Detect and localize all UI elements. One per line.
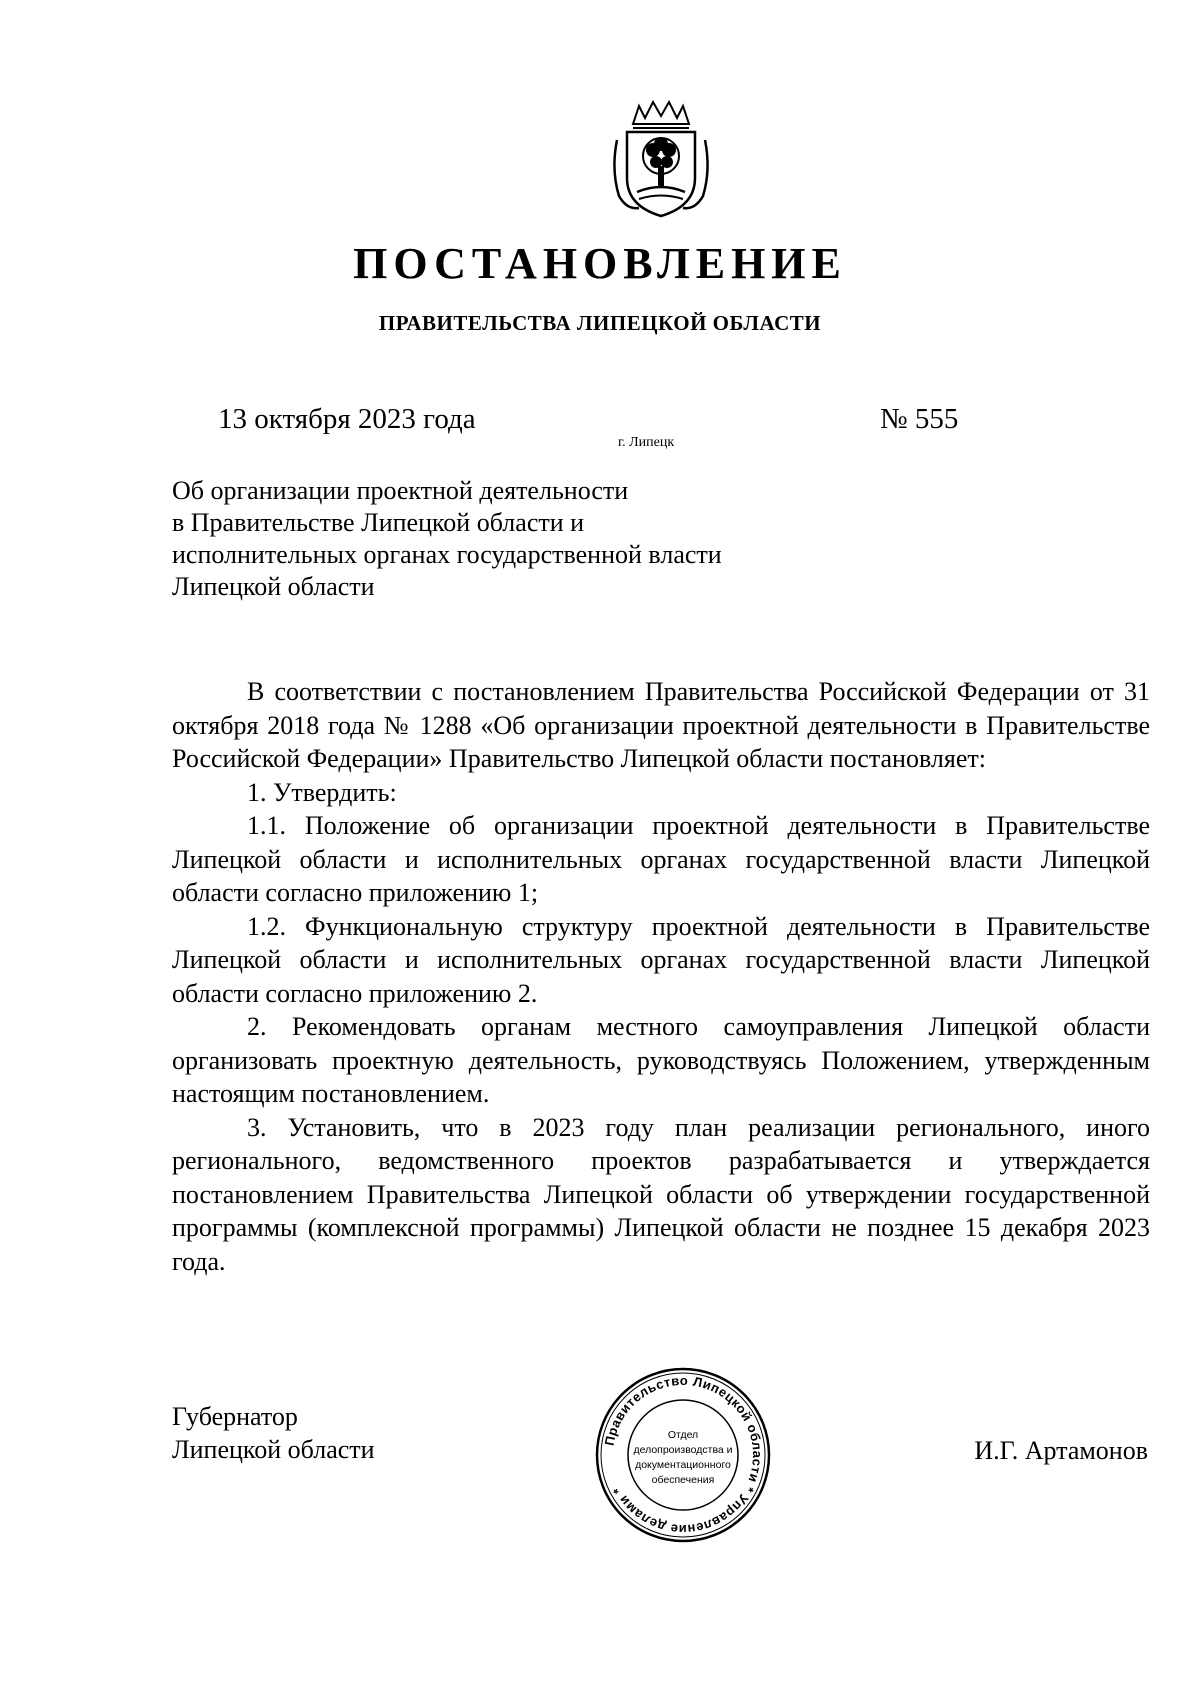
official-seal-icon	[594, 1366, 772, 1544]
signatory-name: И.Г. Артамонов	[974, 1436, 1148, 1465]
signatory-position	[172, 1400, 375, 1466]
seal-inner-line: Отдел	[667, 1429, 699, 1441]
document-heading	[172, 475, 872, 603]
document-city: г. Липецк	[618, 435, 675, 450]
seal-outer-text: Правительство Липецкой области * Управление делами *	[601, 1372, 766, 1538]
coat-of-arms-icon	[609, 100, 713, 220]
document-title: ПОСТАНОВЛЕНИЕ	[353, 239, 847, 288]
body-paragraph: 2. Рекомендовать органам местного самоуправления Липецкой области организовать проектную деятельность, руководствуясь Положением, утвержденным настоящим постановлением.	[172, 1012, 1150, 1108]
seal-inner-line: документационного	[635, 1459, 731, 1471]
seal-inner-line: делопроизводства и	[633, 1444, 733, 1456]
document-subtitle: ПРАВИТЕЛЬСТВА ЛИПЕЦКОЙ ОБЛАСТИ	[378, 311, 822, 335]
body-paragraph: 1.1. Положение об организации проектной деятельности в Правительстве Липецкой области и исполнительных органах государственной власти Липецкой области согласно приложению 1;	[172, 811, 1150, 907]
heading-line: в Правительстве Липецкой области и	[172, 508, 585, 537]
heading-line: исполнительных органах государственной власти	[172, 540, 722, 569]
document-body	[172, 675, 1150, 1278]
signatory-position-line: Губернатор	[172, 1402, 298, 1431]
body-paragraph: В соответствии с постановлением Правительства Российской Федерации от 31 октября 2018 года № 1288 «Об организации проектной деятельности в Правительстве Российской Федерации» Правительство Липецкой области постановляет:	[172, 677, 1150, 773]
heading-line: Липецкой области	[172, 572, 375, 601]
seal-inner-line: обеспечения	[651, 1474, 715, 1486]
body-paragraph: 1. Утвердить:	[247, 777, 397, 807]
heading-line: Об организации проектной деятельности	[172, 476, 629, 505]
document-number: № 555	[880, 403, 959, 435]
body-paragraph: 3. Установить, что в 2023 году план реализации регионального, иного регионального, ведомственного проектов разрабатывается и утверждается постановлением Правительства Липецкой области об утверждении государственной программы (комплексной программы) Липецкой области не позднее 15 декабря 2023 года.	[172, 1112, 1150, 1276]
body-paragraph: 1.2. Функциональную структуру проектной деятельности в Правительстве Липецкой области и исполнительных органах государственной власти Липецкой области согласно приложению 2.	[172, 911, 1150, 1008]
document-date: 13 октября 2023 года	[218, 403, 476, 435]
signatory-position-line: Липецкой области	[172, 1435, 375, 1464]
